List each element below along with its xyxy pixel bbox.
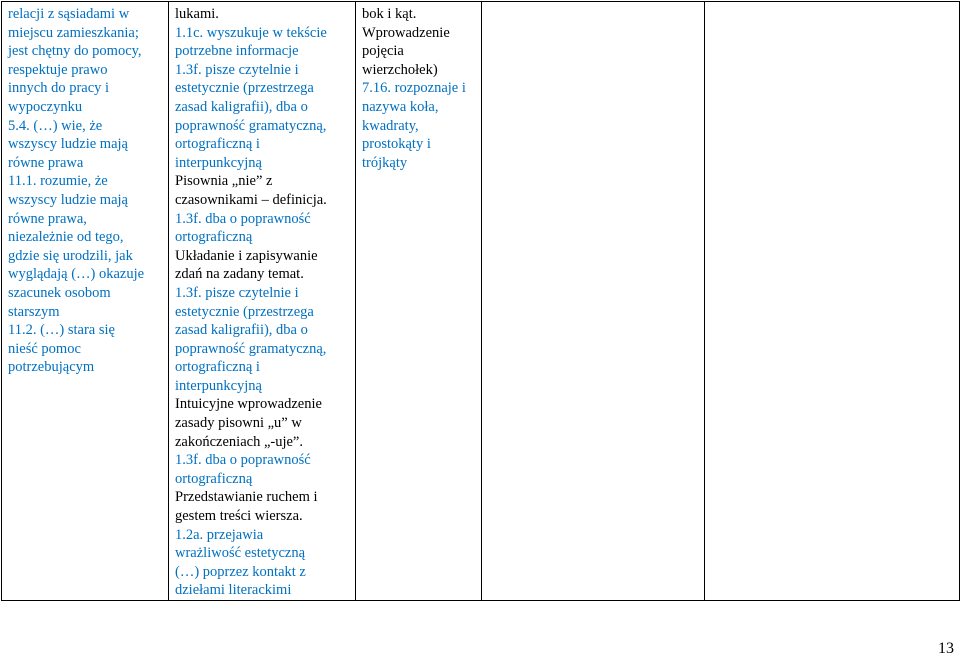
- text-line: 11.2. (…) stara się: [8, 322, 115, 339]
- table-cell-col-4: [482, 2, 705, 601]
- text-line: trójkąty: [362, 154, 408, 171]
- text-line: nieść pomoc: [8, 340, 81, 357]
- text-line: szacunek osobom: [8, 284, 111, 301]
- text-line: prostokąty i: [362, 136, 431, 153]
- text-line: wypoczynku: [8, 98, 83, 115]
- text-line: wszyscy ludzie mają: [8, 136, 128, 153]
- table-cell-col-5: [705, 2, 960, 601]
- text-line: estetycznie (przestrzega: [175, 303, 314, 320]
- text-line: Intuicyjne wprowadzenie: [175, 396, 322, 413]
- text-line: (…) poprzez kontakt z: [175, 563, 306, 580]
- text-line: bok i kąt.: [362, 6, 417, 22]
- curriculum-table: [1, 1, 960, 601]
- text-line: ortograficzną: [175, 470, 253, 487]
- text-line: wierzchołek): [362, 61, 438, 78]
- text-line: gdzie się urodzili, jak: [8, 247, 133, 264]
- text-line: potrzebne informacje: [175, 43, 299, 60]
- table-cell-col-2: [169, 2, 356, 601]
- text-line: 1.1c. wyszukuje w tekście: [175, 24, 327, 41]
- text-line: kwadraty,: [362, 117, 419, 134]
- text-line: Pisownia „nie” z: [175, 173, 273, 190]
- text-line: Przedstawianie ruchem i: [175, 489, 318, 506]
- text-line: wyglądają (…) okazuje: [8, 266, 145, 283]
- text-line: ortograficzną: [175, 229, 253, 246]
- text-line: starszym: [8, 303, 60, 320]
- text-line: nazywa koła,: [362, 98, 439, 115]
- text-line: miejscu zamieszkania;: [8, 24, 139, 41]
- text-line: interpunkcyjną: [175, 377, 262, 394]
- text-line: Układanie i zapisywanie: [175, 247, 318, 264]
- text-line: 5.4. (…) wie, że: [8, 117, 103, 134]
- text-line: gestem treści wiersza.: [175, 508, 303, 525]
- text-line: równe prawa: [8, 154, 84, 171]
- text-line: relacji z sąsiadami w: [8, 6, 130, 22]
- text-line: respektuje prawo: [8, 61, 108, 78]
- text-line: poprawność gramatyczną,: [175, 340, 327, 357]
- text-line: interpunkcyjną: [175, 154, 262, 171]
- text-line: wszyscy ludzie mają: [8, 191, 128, 208]
- text-line: 1.2a. przejawia: [175, 526, 264, 543]
- text-line: ortograficzną i: [175, 359, 260, 376]
- text-line: 1.3f. dba o poprawność: [175, 452, 311, 469]
- table-cell-col-1: [2, 2, 169, 601]
- text-line: ortograficzną i: [175, 136, 260, 153]
- text-line: zakończeniach „-uje”.: [175, 433, 303, 450]
- text-line: jest chętny do pomocy,: [8, 43, 142, 60]
- text-line: 11.1. rozumie, że: [8, 173, 108, 190]
- text-line: lukami.: [175, 6, 219, 22]
- text-line: potrzebującym: [8, 359, 95, 376]
- text-line: zasad kaligrafii), dba o: [175, 322, 308, 339]
- text-line: 1.3f. pisze czytelnie i: [175, 61, 299, 78]
- text-line: 1.3f. dba o poprawność: [175, 210, 311, 227]
- text-line: zasad kaligrafii), dba o: [175, 98, 308, 115]
- text-line: innych do pracy i: [8, 80, 110, 97]
- text-line: zdań na zadany temat.: [175, 266, 304, 283]
- text-line: Wprowadzenie: [362, 24, 450, 41]
- text-line: 1.3f. pisze czytelnie i: [175, 284, 299, 301]
- text-line: równe prawa,: [8, 210, 87, 227]
- page-number: 13: [938, 640, 954, 657]
- text-line: dziełami literackimi: [175, 582, 292, 599]
- text-line: pojęcia: [362, 43, 404, 60]
- text-line: 7.16. rozpoznaje i: [362, 80, 466, 97]
- table-row: [2, 2, 960, 601]
- text-line: wrażliwość estetyczną: [175, 545, 306, 562]
- text-line: poprawność gramatyczną,: [175, 117, 327, 134]
- text-line: niezależnie od tego,: [8, 229, 124, 246]
- text-line: estetycznie (przestrzega: [175, 80, 314, 97]
- table-cell-col-3: [356, 2, 482, 601]
- text-line: zasady pisowni „u” w: [175, 415, 302, 432]
- text-line: czasownikami – definicja.: [175, 191, 327, 208]
